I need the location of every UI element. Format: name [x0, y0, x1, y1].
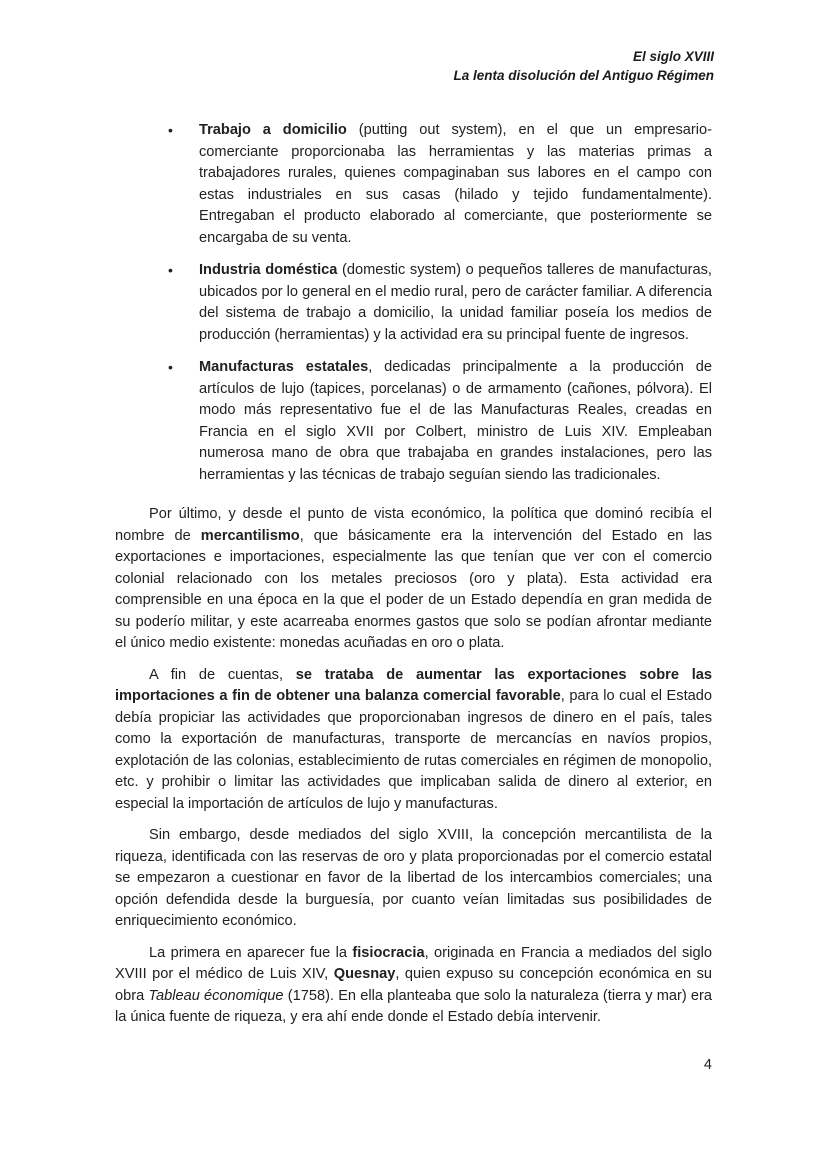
bullet-icon: • — [168, 262, 173, 278]
list-item-text — [199, 260, 712, 346]
bullet-list — [115, 120, 712, 486]
header-title: El siglo XVIII — [632, 49, 714, 64]
text-segment: La primera en aparecer fue la — [149, 944, 353, 961]
text-segment: Tableau économique — [148, 987, 284, 1004]
text-segment: Trabajo a domicilio — [199, 122, 347, 138]
text-segment: Quesnay — [333, 966, 396, 982]
text-segment: A fin de cuentas, — [149, 666, 296, 683]
paragraph — [115, 665, 712, 816]
paragraph-section — [115, 504, 712, 1029]
text-segment: , para lo cual el Estado debía propiciar las actividades que proporcionaban ingresos de dinero en el país, tales como la exportación de manufacturas, transporte de mercancías en navíos propios, explotación de las colonias, establecimiento de rutas comerciales en régimen de monopolio, etc. y prohibir o limitar las actividades que implicaban salida de dinero al exterior, en especial la importación de artículos de lujo y manufacturas. — [115, 688, 712, 812]
text-segment: , originada en Francia a mediados del siglo XVIII por el médico de Luis XIV, — [115, 944, 712, 982]
text-segment: mercantilismo — [200, 527, 300, 544]
text-segment: Industria doméstica — [199, 262, 338, 278]
text-segment: , quien expuso su concepción económica en su obra — [115, 966, 712, 1004]
list-item-text — [199, 357, 712, 486]
page-number: 4 — [703, 1057, 712, 1073]
text-segment: , que básicamente era la intervención del Estado en las exportaciones e importaciones, especialmente las que tenían que ver con el comercio colonial relacionado con los metales preciosos (oro y plata). Esta actividad era comprensible en una época en la que el poder de un Estado dependía en gran medida de su poderío militar, y este acarreaba enormes gastos que solo se podían afrontar mediante el único medio existente: monedas acuñadas en oro o plata. — [115, 527, 712, 651]
text-segment: Por último, y desde el punto de vista económico, la política que dominó recibía el nombre de — [115, 506, 712, 544]
paragraph — [115, 504, 712, 655]
list-item — [168, 357, 712, 486]
text-segment: se trataba de aumentar las exportaciones sobre las importaciones a fin de obtener una balanza comercial favorable — [115, 666, 712, 704]
document-body — [115, 120, 712, 1039]
list-item-text — [199, 120, 712, 249]
list-item — [168, 260, 712, 346]
text-segment: (1758). En ella planteaba que solo la naturaleza (tierra y mar) era la única fuente de riqueza, y era ahí ende donde el Estado debía intervenir. — [115, 987, 713, 1025]
text-segment: , dedicadas principalmente a la producción de artículos de lujo (tapices, porcelanas) o de armamento (cañones, pólvora). El modo más representativo fue el de las Manufacturas Reales, creadas en Francia en el siglo XVII por Colbert, ministro de Luis XIV. Empleaban numerosa mano de obra que trabajaba en grandes instalaciones, pero las herramientas y las técnicas de trabajo seguían siendo las tradicionales. — [199, 359, 712, 483]
page-header — [453, 47, 714, 85]
text-segment: fisiocracia — [352, 944, 425, 961]
bullet-icon: • — [168, 122, 173, 138]
text-segment: Sin embargo, desde mediados del siglo XVIII, la concepción mercantilista de la riqueza, identificada con las reservas de oro y plata proporcionadas por el comercio estatal se empezaron a cuestionar en favor de la libertad de los intercambios comerciales; una opción defendida desde la burguesía, por cuanto veían limitadas sus posibilidades de enriquecimiento económico. — [115, 827, 712, 929]
text-segment: (domestic system) o pequeños talleres de manufacturas, ubicados por lo general en el medio rural, pero de carácter familiar. A diferencia del sistema de trabajo a domicilio, la unidad familiar poseía los medios de producción (herramientas) y la actividad era su principal fuente de ingresos. — [199, 262, 712, 343]
paragraph — [115, 825, 712, 933]
text-segment: Manufacturas estatales — [199, 359, 369, 375]
header-subtitle: La lenta disolución del Antiguo Régimen — [453, 68, 714, 83]
text-segment: (putting out system), en el que un empresario-comerciante proporcionaba las herramientas y las materias primas a trabajadores rurales, quienes compaginaban sus labores en el campo con estas industriales en sus casas (hilado y tejido fundamentalmente). Entregaban el producto elaborado al comerciante, que posteriormente se encargaba de su venta. — [199, 122, 712, 246]
bullet-icon: • — [168, 359, 173, 375]
list-item — [168, 120, 712, 249]
paragraph — [115, 943, 712, 1029]
